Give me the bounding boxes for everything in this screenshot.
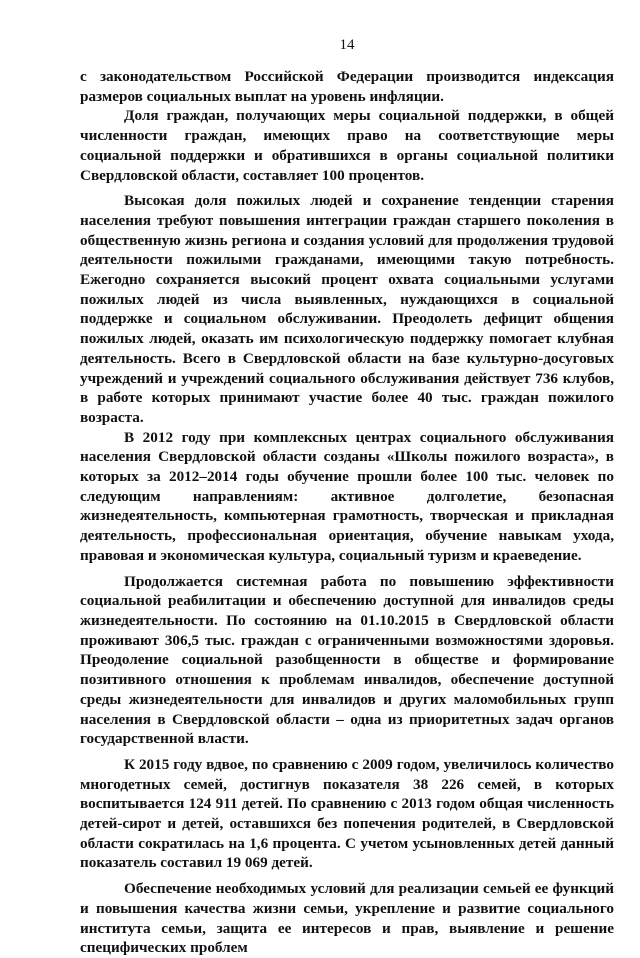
paragraph-indexation-continuation: с законодательством Российской Федерации производится индексация размеров социальных выплат на уровень инфляции. (80, 68, 614, 105)
document-page (80, 36, 614, 958)
paragraph-large-families: К 2015 году вдвое, по сравнению с 2009 годом, увеличилось количество многодетных семей, достигнув показателя 38 226 семей, в которых воспитывается 124 911 детей. По сравнению с 2013 годом общая численность детей-сирот и детей, оставшихся без попечения родителей, в Свердловской области сократилась на 1,6 процента. С учетом усыновленных детей данный показатель составил 19 069 детей. (80, 755, 614, 872)
paragraph-schools-of-elderly-age: В 2012 году при комплексных центрах социального обслуживания населения Свердловской области созданы «Школы пожилого возраста», в которых за 2012–2014 годы обучение прошли более 100 тыс. человек по следующим направлениям: активное долголетие, безопасная жизнедеятельность, компьютерная грамотность, творческая и прикладная деятельность, профессиональная ориентация, обучение навыкам ухода, правовая и экономическая культура, социальный туризм и краеведение. (80, 428, 614, 564)
paragraph-disability-rehabilitation: Продолжается системная работа по повышению эффективности социальной реабилитации и обеспечению доступной для инвалидов среды жизнедеятельности. По состоянию на 01.10.2015 в Свердловской области проживают 306,5 тыс. граждан с ограниченными возможностями здоровья. Преодоление социальной разобщенности в обществе и формирование позитивного отношения к проблемам инвалидов, обеспечение доступной среды жизнедеятельности для инвалидов и других маломобильных групп населения в Свердловской области – одна из приоритетных задач органов государственной власти. (80, 572, 614, 748)
page-number: 14 (339, 37, 355, 53)
paragraph-family-conditions: Обеспечение необходимых условий для реализации семьей ее функций и повышения качества жизни семьи, укрепление и развитие социального института семьи, защита ее интересов и прав, выявление и решение специфических проблем (80, 880, 614, 957)
paragraph-elderly-population: Высокая доля пожилых людей и сохранение тенденции старения населения требуют повышения интеграции граждан старшего поколения в общественную жизнь региона и создания условий для продолжения трудовой деятельности пожилыми гражданами, имеющими такую потребность. Ежегодно сохраняется высокий процент охвата социальными услугами пожилых людей из числа выявленных, нуждающихся в социальной поддержке и социальном обслуживании. Преодолеть дефицит общения пожилых людей, оказать им психологическую поддержку помогает клубная деятельность. Всего в Свердловской области на базе культурно-досуговых учреждений и учреждений социального обслуживания действует 736 клубов, в работе которых принимают участие более 40 тыс. граждан пожилого возраста. (80, 192, 614, 426)
paragraph-social-support-share: Доля граждан, получающих меры социальной поддержки, в общей численности граждан, имеющих право на соответствующие меры социальной поддержки и обратившихся в органы социальной политики Свердловской области, составляет 100 процентов. (80, 107, 614, 184)
